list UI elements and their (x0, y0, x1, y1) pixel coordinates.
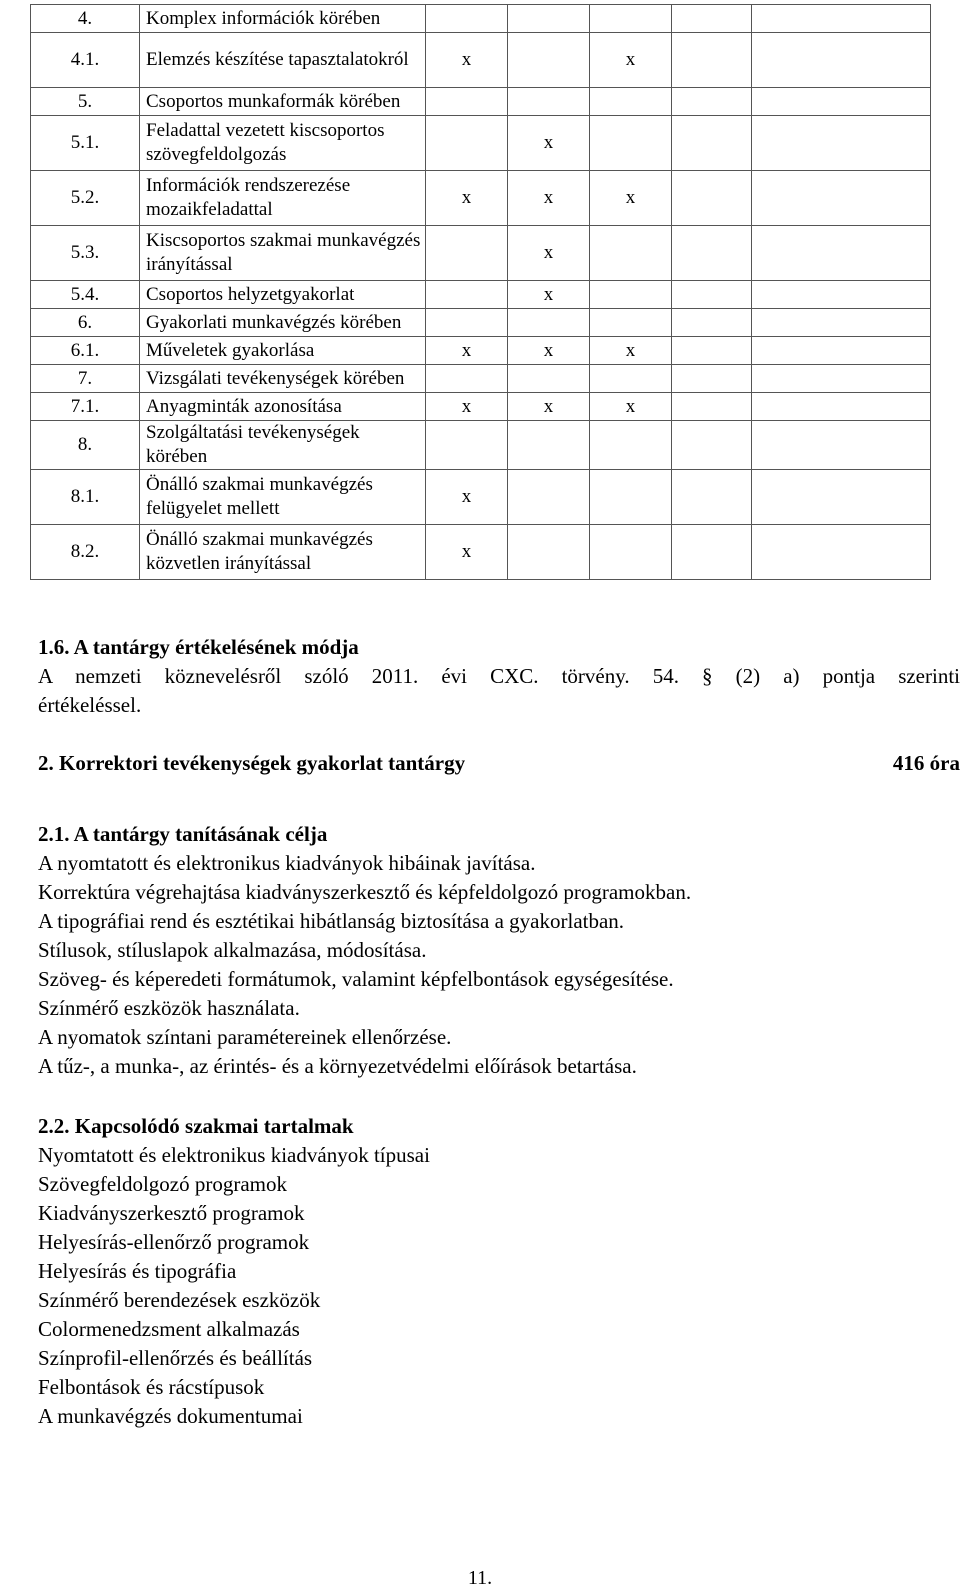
goal-line: Színmérő eszközök használata. (38, 996, 300, 1020)
row-mark (672, 365, 752, 393)
section-2-heading: 2. Korrektori tevékenységek gyakorlat tantárgy (38, 751, 466, 775)
row-mark (426, 365, 508, 393)
row-activity: Kiscsoportos szakmai munkavégzés irányítással (140, 226, 426, 281)
row-mark (426, 226, 508, 281)
row-mark (590, 470, 672, 525)
table-row (31, 281, 931, 309)
goal-line: Stílusok, stíluslapok alkalmazása, módosítása. (38, 938, 427, 962)
row-mark (752, 525, 931, 580)
content-line: Kiadványszerkesztő programok (38, 1201, 305, 1225)
row-mark (590, 421, 672, 470)
row-mark (752, 116, 931, 171)
row-number: 5.2. (31, 171, 140, 226)
row-mark (752, 5, 931, 33)
row-number: 5.1. (31, 116, 140, 171)
activity-table (30, 4, 931, 580)
row-mark (590, 5, 672, 33)
row-mark: x (426, 337, 508, 365)
row-mark (752, 365, 931, 393)
section-2-1-heading: 2.1. A tantárgy tanításának célja (38, 822, 328, 846)
section-1-6 (38, 633, 960, 720)
row-mark (672, 421, 752, 470)
row-mark (426, 5, 508, 33)
goal-line: A nyomatok színtani paramétereinek ellenőrzése. (38, 1025, 452, 1049)
row-mark (426, 309, 508, 337)
row-mark: x (426, 470, 508, 525)
content-line: A munkavégzés dokumentumai (38, 1404, 303, 1428)
content-line: Nyomtatott és elektronikus kiadványok típusai (38, 1143, 430, 1167)
row-mark (590, 116, 672, 171)
section-1-6-text-line2: értékeléssel. (38, 693, 142, 717)
table-row (31, 226, 931, 281)
row-activity: Vizsgálati tevékenységek körében (140, 365, 426, 393)
row-mark (672, 470, 752, 525)
goal-line: Korrektúra végrehajtása kiadványszerkesztő és képfeldolgozó programokban. (38, 880, 692, 904)
goal-line: Szöveg- és képeredeti formátumok, valamint képfelbontások egységesítése. (38, 967, 674, 991)
row-mark: x (508, 116, 590, 171)
content-line: Színmérő berendezések eszközök (38, 1288, 321, 1312)
section-2-1-list (38, 849, 691, 1081)
goal-line: A nyomtatott és elektronikus kiadványok hibáinak javítása. (38, 851, 536, 875)
table-row (31, 171, 931, 226)
row-mark (752, 226, 931, 281)
table-row (31, 525, 931, 580)
row-mark (672, 226, 752, 281)
row-activity: Csoportos munkaformák körében (140, 88, 426, 116)
page-number: 11. (467, 1567, 493, 1589)
row-number: 7. (31, 365, 140, 393)
row-number: 4. (31, 5, 140, 33)
content-line: Helyesírás-ellenőrző programok (38, 1230, 310, 1254)
row-mark (752, 337, 931, 365)
row-mark (752, 309, 931, 337)
table-row (31, 393, 931, 421)
row-mark (508, 33, 590, 88)
row-mark: x (426, 171, 508, 226)
row-activity: Anyagminták azonosítása (140, 393, 426, 421)
row-mark (672, 88, 752, 116)
section-2 (38, 749, 960, 778)
row-mark: x (590, 33, 672, 88)
row-mark (508, 5, 590, 33)
row-number: 8. (31, 421, 140, 470)
table-row (31, 5, 931, 33)
row-mark: x (426, 393, 508, 421)
row-mark: x (508, 393, 590, 421)
row-mark (672, 309, 752, 337)
row-mark (672, 393, 752, 421)
table-row (31, 33, 931, 88)
table-row (31, 337, 931, 365)
row-mark: x (426, 33, 508, 88)
table-row (31, 88, 931, 116)
row-mark (426, 281, 508, 309)
row-mark (672, 281, 752, 309)
section-1-6-heading: 1.6. A tantárgy értékelésének módja (38, 635, 359, 659)
row-mark (672, 171, 752, 226)
row-mark (590, 226, 672, 281)
row-mark (590, 365, 672, 393)
row-activity: Műveletek gyakorlása (140, 337, 426, 365)
row-number: 4.1. (31, 33, 140, 88)
table-row (31, 421, 931, 470)
row-number: 5.3. (31, 226, 140, 281)
table-row (31, 365, 931, 393)
row-mark (590, 525, 672, 580)
row-activity: Önálló szakmai munkavégzés közvetlen irányítással (140, 525, 426, 580)
row-mark (752, 393, 931, 421)
content-line: Helyesírás és tipográfia (38, 1259, 237, 1283)
row-activity: Információk rendszerezése mozaikfeladattal (140, 171, 426, 226)
content-line: Felbontások és rácstípusok (38, 1375, 265, 1399)
row-mark (508, 470, 590, 525)
row-mark (426, 421, 508, 470)
row-activity: Feladattal vezetett kiscsoportos szövegfeldolgozás (140, 116, 426, 171)
section-2-2-heading: 2.2. Kapcsolódó szakmai tartalmak (38, 1114, 354, 1138)
row-mark (426, 88, 508, 116)
goal-line: A tipográfiai rend és esztétikai hibátlanság biztosítása a gyakorlatban. (38, 909, 625, 933)
row-activity: Csoportos helyzetgyakorlat (140, 281, 426, 309)
row-mark: x (590, 393, 672, 421)
row-activity: Gyakorlati munkavégzés körében (140, 309, 426, 337)
row-activity: Elemzés készítése tapasztalatokról (140, 33, 426, 88)
section-1-6-text-line1: A nemzeti köznevelésről szóló 2011. évi CXC. törvény. 54. § (2) a) pontja szerinti (38, 664, 960, 688)
row-mark: x (590, 171, 672, 226)
row-mark: x (508, 171, 590, 226)
row-mark (426, 116, 508, 171)
row-mark (672, 116, 752, 171)
row-number: 8.1. (31, 470, 140, 525)
row-mark (672, 5, 752, 33)
row-mark (508, 88, 590, 116)
row-mark (590, 88, 672, 116)
row-mark (672, 337, 752, 365)
section-2-2 (38, 1112, 430, 1431)
section-2-2-list (38, 1141, 430, 1431)
row-number: 5.4. (31, 281, 140, 309)
row-mark: x (508, 226, 590, 281)
content-line: Szövegfeldolgozó programok (38, 1172, 288, 1196)
row-mark (508, 309, 590, 337)
row-number: 6.1. (31, 337, 140, 365)
section-2-1 (38, 820, 691, 1081)
row-mark (508, 525, 590, 580)
table-row (31, 309, 931, 337)
row-mark (752, 33, 931, 88)
row-number: 6. (31, 309, 140, 337)
row-mark: x (508, 337, 590, 365)
row-activity: Szolgáltatási tevékenységek körében (140, 421, 426, 470)
row-number: 7.1. (31, 393, 140, 421)
row-mark (752, 281, 931, 309)
content-line: Colormenedzsment alkalmazás (38, 1317, 300, 1341)
row-mark (752, 421, 931, 470)
row-activity: Önálló szakmai munkavégzés felügyelet mellett (140, 470, 426, 525)
goal-line: A tűz-, a munka-, az érintés- és a környezetvédelmi előírások betartása. (38, 1054, 637, 1078)
row-number: 8.2. (31, 525, 140, 580)
row-mark: x (426, 525, 508, 580)
row-number: 5. (31, 88, 140, 116)
row-mark (752, 171, 931, 226)
row-mark: x (590, 337, 672, 365)
row-mark (672, 33, 752, 88)
content-line: Színprofil-ellenőrzés és beállítás (38, 1346, 313, 1370)
row-mark (590, 281, 672, 309)
table-row (31, 116, 931, 171)
row-mark (508, 421, 590, 470)
table-row (31, 470, 931, 525)
row-mark (508, 365, 590, 393)
section-2-hours: 416 óra (892, 751, 960, 775)
row-mark (752, 88, 931, 116)
row-mark (752, 470, 931, 525)
row-activity: Komplex információk körében (140, 5, 426, 33)
row-mark (590, 309, 672, 337)
row-mark: x (508, 281, 590, 309)
row-mark (672, 525, 752, 580)
